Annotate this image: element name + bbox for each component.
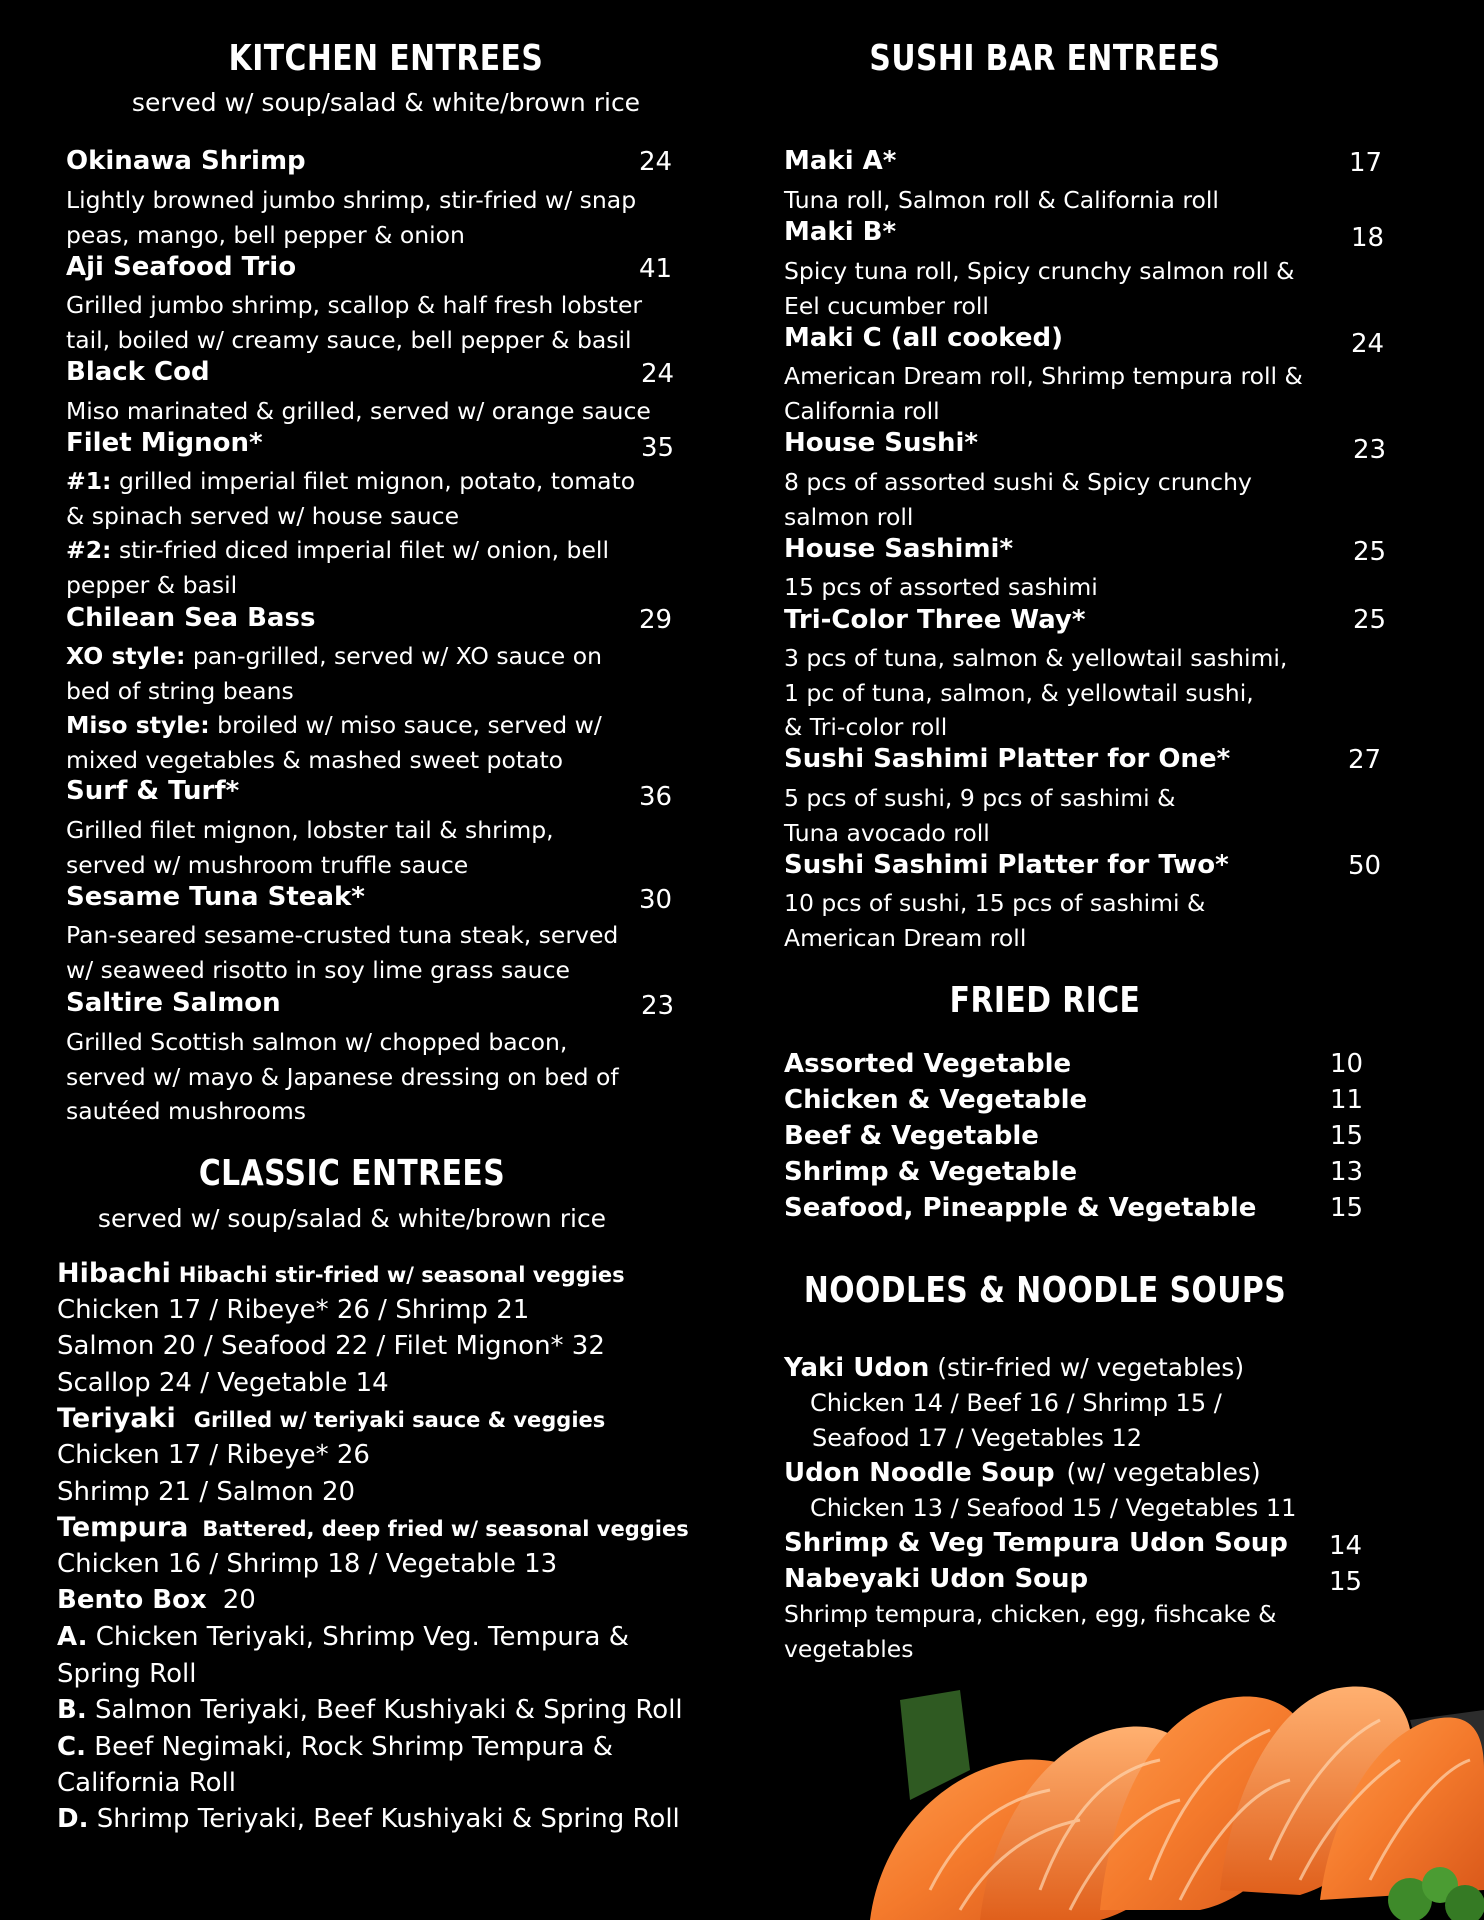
hibachi-prices: Scallop 24 / Vegetable 14 (57, 1368, 389, 1398)
bento-option (57, 1732, 613, 1762)
menu-item-name: Filet Mignon* (66, 428, 263, 458)
hibachi-prices: Chicken 17 / Ribeye* 26 / Shrimp 21 (57, 1295, 530, 1325)
option-label: XO style: (66, 642, 186, 670)
desc-line: Grilled jumbo shrimp, scallop & half fresh lobster (66, 291, 643, 319)
teriyaki-heading (57, 1403, 605, 1434)
menu-item-desc (784, 886, 1205, 955)
tempura-udon-price: 14 (1329, 1531, 1363, 1561)
menu-item-desc (66, 918, 618, 987)
menu-item-price: 30 (639, 885, 673, 915)
teriyaki-label: Teriyaki (57, 1403, 176, 1434)
desc-line: Lightly browned jumbo shrimp, stir-fried w/ snap (66, 186, 637, 214)
yaki-udon-heading (784, 1353, 1244, 1383)
menu-item-name: Sesame Tuna Steak* (66, 882, 365, 912)
desc-line: 10 pcs of sushi, 15 pcs of sashimi & (784, 889, 1206, 917)
bento-heading (57, 1585, 256, 1615)
bento-label: Bento Box (57, 1585, 207, 1615)
noodles-title: NOODLES & NOODLE SOUPS (803, 1270, 1287, 1311)
desc-line: & spinach served w/ house sauce (66, 501, 460, 530)
nabeyaki-price: 15 (1329, 1567, 1363, 1597)
option-label: #2: (66, 536, 112, 564)
menu-item-desc (784, 570, 1098, 605)
menu-item-price: 24 (1351, 329, 1385, 359)
fried-rice-price: 10 (1330, 1049, 1364, 1079)
fried-rice-title: FRIED RICE (949, 980, 1141, 1021)
yaki-udon-name: Yaki Udon (784, 1353, 930, 1383)
udon-soup-heading (784, 1458, 1261, 1488)
tempura-label: Tempura (57, 1512, 189, 1543)
bento-letter: C. (57, 1732, 86, 1762)
fried-rice-item: Assorted Vegetable (784, 1049, 1072, 1079)
menu-item-price: 24 (641, 359, 675, 389)
menu-item-desc (784, 641, 1287, 745)
nabeyaki-name: Nabeyaki Udon Soup (784, 1564, 1089, 1594)
menu-item-name: House Sashimi* (784, 534, 1014, 564)
menu-item-price: 17 (1349, 148, 1383, 178)
menu-item-price: 27 (1348, 745, 1382, 775)
menu-item-price: 35 (641, 433, 675, 463)
menu-item-desc (784, 359, 1303, 428)
menu-item-name: Saltire Salmon (66, 988, 281, 1018)
desc-line: broiled w/ miso sauce, served w/ (217, 711, 602, 739)
menu-item-desc (66, 464, 635, 602)
desc-line: American Dream roll (784, 923, 1027, 952)
yaki-udon-note: (stir-fried w/ vegetables) (937, 1353, 1245, 1382)
menu-item-desc (66, 394, 651, 429)
bento-desc: Chicken Teriyaki, Shrimp Veg. Tempura & (95, 1622, 629, 1652)
yaki-udon-prices: Seafood 17 / Vegetables 12 (812, 1424, 1143, 1452)
menu-item-desc (784, 254, 1294, 323)
menu-item-price: 18 (1351, 223, 1385, 253)
menu-item-name: Sushi Sashimi Platter for Two* (784, 850, 1229, 880)
desc-line: served w/ mayo & Japanese dressing on bed of (66, 1062, 619, 1091)
desc-line: California roll (784, 396, 940, 425)
desc-line: sautéed mushrooms (66, 1097, 307, 1125)
desc-line: Spicy tuna roll, Spicy crunchy salmon roll & (784, 257, 1295, 285)
tempura-prices: Chicken 16 / Shrimp 18 / Vegetable 13 (57, 1549, 558, 1579)
desc-line: American Dream roll, Shrimp tempura roll & (784, 362, 1303, 390)
desc-line: w/ seaweed risotto in soy lime grass sauce (66, 955, 570, 984)
menu-item-price: 25 (1353, 605, 1387, 635)
fried-rice-item: Shrimp & Vegetable (784, 1157, 1078, 1187)
option-label: Miso style: (66, 711, 210, 739)
fried-rice-item: Seafood, Pineapple & Vegetable (784, 1193, 1257, 1223)
menu-item-desc (66, 288, 642, 357)
hibachi-tag: Hibachi stir-fried w/ seasonal veggies (178, 1263, 625, 1287)
udon-soup-name: Udon Noodle Soup (784, 1458, 1055, 1488)
fried-rice-price: 15 (1330, 1193, 1364, 1223)
desc-line: stir-fried diced imperial filet w/ onion, bell (118, 536, 609, 564)
desc-line: Pan-seared sesame-crusted tuna steak, served (66, 921, 619, 949)
hibachi-prices: Salmon 20 / Seafood 22 / Filet Mignon* 32 (57, 1331, 605, 1361)
menu-item-name: Chilean Sea Bass (66, 603, 316, 633)
bento-price: 20 (222, 1585, 256, 1615)
bento-option (57, 1804, 680, 1834)
menu-item-name: House Sushi* (784, 428, 979, 458)
tempura-tag: Battered, deep fried w/ seasonal veggies (202, 1517, 689, 1541)
menu-item-desc (66, 813, 554, 882)
bento-option (57, 1622, 629, 1652)
udon-soup-note: (w/ vegetables) (1066, 1458, 1261, 1487)
desc-line: Grilled Scottish salmon w/ chopped bacon, (66, 1028, 568, 1056)
hibachi-heading (57, 1258, 625, 1289)
desc-line: 3 pcs of tuna, salmon & yellowtail sashimi, (784, 644, 1288, 672)
menu-item-desc (784, 781, 1175, 850)
desc-line: 1 pc of tuna, salmon, & yellowtail sushi, (784, 678, 1254, 707)
kitchen-entrees-subtitle: served w/ soup/salad & white/brown rice (131, 88, 641, 117)
yaki-udon-prices: Chicken 14 / Beef 16 / Shrimp 15 / (810, 1389, 1222, 1417)
desc-line: salmon roll (784, 502, 914, 531)
desc-line: Grilled filet mignon, lobster tail & shrimp, (66, 816, 554, 844)
menu-item-name: Okinawa Shrimp (66, 146, 306, 176)
classic-entrees-subtitle: served w/ soup/salad & white/brown rice (97, 1204, 607, 1233)
option-label: #1: (66, 467, 112, 495)
desc-line: 5 pcs of sushi, 9 pcs of sashimi & (784, 784, 1176, 812)
menu-item-desc (784, 465, 1252, 534)
teriyaki-prices: Shrimp 21 / Salmon 20 (57, 1477, 356, 1507)
fried-rice-price: 13 (1330, 1157, 1364, 1187)
fried-rice-item: Chicken & Vegetable (784, 1085, 1088, 1115)
menu-item-name: Maki C (all cooked) (784, 323, 1063, 353)
salmon-sashimi-photo (850, 1660, 1484, 1920)
sushi-bar-title: SUSHI BAR ENTREES (869, 38, 1221, 79)
bento-option-cont: Spring Roll (57, 1659, 197, 1689)
menu-item-price: 23 (641, 991, 675, 1021)
menu-item-price: 23 (1353, 435, 1387, 465)
desc-line: Shrimp tempura, chicken, egg, fishcake & (784, 1600, 1277, 1628)
desc-line: 8 pcs of assorted sushi & Spicy crunchy (784, 468, 1252, 496)
menu-item-desc (66, 639, 602, 777)
teriyaki-tag: Grilled w/ teriyaki sauce & veggies (193, 1408, 606, 1432)
kitchen-entrees-title: KITCHEN ENTREES (228, 38, 544, 79)
desc-line: grilled imperial filet mignon, potato, tomato (118, 467, 636, 495)
nabeyaki-desc (784, 1597, 1277, 1666)
desc-line: mixed vegetables & mashed sweet potato (66, 745, 564, 774)
menu-item-desc (66, 1025, 619, 1129)
bento-option-cont: California Roll (57, 1768, 236, 1798)
desc-line: tail, boiled w/ creamy sauce, bell pepper & basil (66, 325, 632, 354)
menu-item-price: 50 (1348, 851, 1382, 881)
hibachi-label: Hibachi (57, 1258, 171, 1289)
bento-option (57, 1695, 683, 1725)
menu-item-desc (66, 183, 636, 252)
menu-item-price: 25 (1353, 537, 1387, 567)
desc-line: Miso marinated & grilled, served w/ orange sauce (66, 397, 651, 425)
menu-item-price: 24 (639, 147, 673, 177)
tempura-heading (57, 1512, 689, 1543)
menu-item-desc (784, 183, 1219, 218)
desc-line: Eel cucumber roll (784, 291, 989, 320)
desc-line: pepper & basil (66, 570, 238, 599)
desc-line: 15 pcs of assorted sashimi (784, 573, 1098, 601)
menu-item-name: Surf & Turf* (66, 776, 240, 806)
desc-line: & Tri-color roll (784, 713, 948, 741)
fried-rice-price: 15 (1330, 1121, 1364, 1151)
desc-line: peas, mango, bell pepper & onion (66, 220, 465, 249)
tempura-udon-name: Shrimp & Veg Tempura Udon Soup (784, 1528, 1288, 1558)
bento-desc: Shrimp Teriyaki, Beef Kushiyaki & Spring Roll (96, 1804, 680, 1834)
menu-item-price: 41 (639, 254, 673, 284)
classic-entrees-title: CLASSIC ENTREES (198, 1153, 506, 1194)
desc-line: vegetables (784, 1634, 914, 1663)
menu-item-name: Black Cod (66, 357, 210, 387)
desc-line: served w/ mushroom truffle sauce (66, 850, 469, 879)
menu-item-name: Sushi Sashimi Platter for One* (784, 744, 1231, 774)
menu-item-name: Maki B* (784, 217, 897, 247)
teriyaki-prices: Chicken 17 / Ribeye* 26 (57, 1440, 370, 1470)
bento-desc: Salmon Teriyaki, Beef Kushiyaki & Spring Roll (94, 1695, 683, 1725)
bento-letter: A. (57, 1622, 88, 1652)
desc-line: Tuna avocado roll (784, 818, 990, 847)
desc-line: Tuna roll, Salmon roll & California roll (784, 186, 1219, 214)
menu-item-name: Aji Seafood Trio (66, 252, 297, 282)
menu-item-name: Tri-Color Three Way* (784, 605, 1086, 635)
menu-item-name: Maki A* (784, 146, 897, 176)
desc-line: pan-grilled, served w/ XO sauce on (192, 642, 602, 670)
menu-item-price: 36 (639, 782, 673, 812)
bento-letter: D. (57, 1804, 89, 1834)
menu-item-price: 29 (639, 605, 673, 635)
bento-letter: B. (57, 1695, 87, 1725)
desc-line: bed of string beans (66, 676, 294, 705)
fried-rice-item: Beef & Vegetable (784, 1121, 1039, 1151)
fried-rice-price: 11 (1330, 1085, 1364, 1115)
bento-desc: Beef Negimaki, Rock Shrimp Tempura & (94, 1732, 614, 1762)
udon-soup-prices: Chicken 13 / Seafood 15 / Vegetables 11 (810, 1494, 1297, 1522)
